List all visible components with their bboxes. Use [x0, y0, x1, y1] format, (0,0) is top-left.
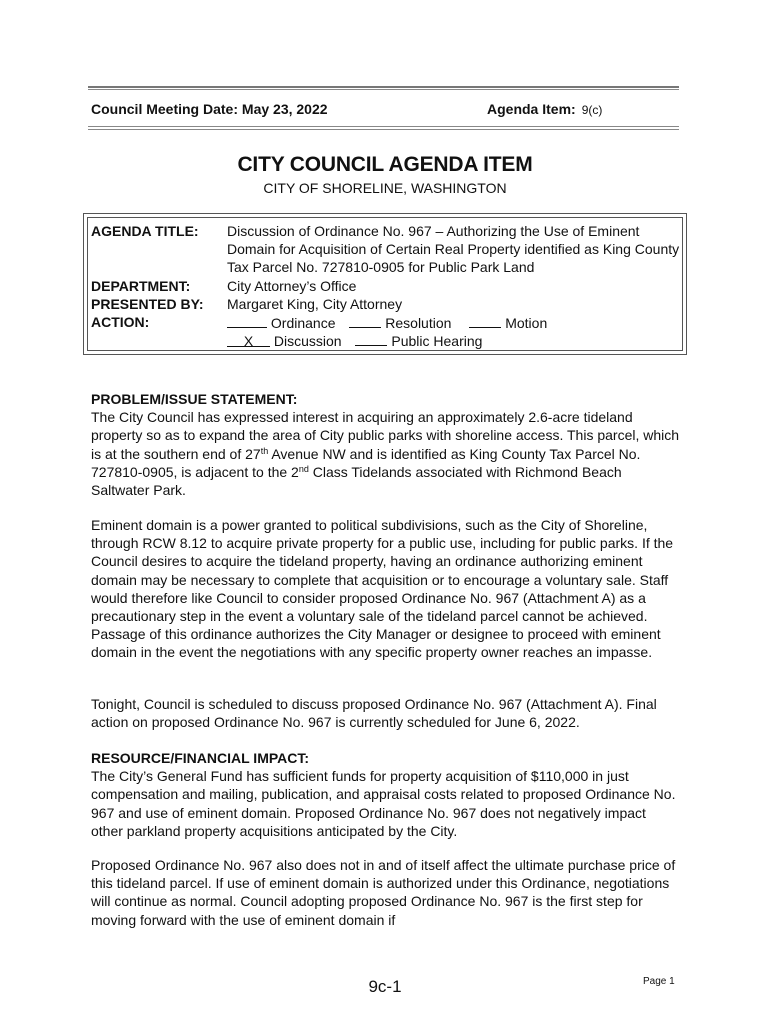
- resolution-blank: [349, 313, 381, 328]
- ordinal-suffix: nd: [298, 463, 309, 474]
- resource-paragraph-2-block: [91, 856, 681, 929]
- problem-paragraph-2: Eminent domain is a power granted to political subdivisions, such as the City of Shoreline, through RCW 8.12 to acquire private property for a public use, including for public parks. If the Council desires to acquire the tideland property, having an ordinance authorizing eminent domain may be necessary to complete that acquisition or to encourage a voluntary sale. Staff would therefore like Council to consider proposed Ordinance No. 967 (Attachment A) as a precautionary step in the event a voluntary sale of the tideland parcel cannot be achieved. Passage of this ordinance authorizes the City Manager or designee to proceed with eminent domain in the event the negotiations with any specific property owner reaches an impasse.: [91, 517, 674, 661]
- action-ordinance: Ordinance: [270, 315, 336, 331]
- ordinal-suffix: th: [260, 445, 269, 456]
- action-public-hearing: Public Hearing: [391, 333, 483, 349]
- action-resolution: Resolution: [385, 315, 452, 331]
- action-label: ACTION:: [91, 314, 150, 330]
- page-number: 9c-1: [368, 977, 402, 996]
- problem-paragraph-3: Tonight, Council is scheduled to discuss proposed Ordinance No. 967 (Attachment A). Final action on proposed Ordinance No. 967 is currently scheduled for June 6, 2022.: [91, 696, 657, 731]
- problem-heading: PROBLEM/ISSUE STATEMENT:: [91, 391, 298, 407]
- agenda-title-label: AGENDA TITLE:: [91, 223, 199, 239]
- rule-line: [88, 126, 679, 127]
- department-label: DEPARTMENT:: [91, 278, 191, 294]
- action-discussion: Discussion: [273, 333, 342, 349]
- motion-blank: [469, 313, 501, 328]
- presented-by-label: PRESENTED BY:: [91, 296, 204, 312]
- action-motion: Motion: [505, 315, 548, 331]
- rule-line: [88, 129, 679, 130]
- resource-section: [91, 749, 681, 840]
- rule-line: [88, 86, 679, 88]
- agenda-item-value: 9(c): [581, 103, 603, 117]
- meeting-date-value: May 23, 2022: [241, 101, 328, 117]
- action-options-row-1: [227, 313, 682, 332]
- agenda-item: [487, 101, 602, 117]
- department-value: City Attorney’s Office: [227, 278, 357, 294]
- public-hearing-blank: [355, 331, 387, 346]
- resource-heading: RESOURCE/FINANCIAL IMPACT:: [91, 750, 310, 766]
- discussion-selected-mark: X: [227, 332, 270, 347]
- problem-p1-text-a: The City Council has expressed interest in acquiring an approximately 2.6-acre tideland property so as to expand the area of City public parks with shoreline access. This parcel, which is at the southern end of 27: [91, 409, 680, 462]
- problem-paragraph-2-block: [91, 516, 681, 662]
- problem-p1-text-c: Class Tidelands associated with Richmond Beach Saltwater Park.: [91, 463, 622, 499]
- resource-paragraph-2: Proposed Ordinance No. 967 also does not in and of itself affect the ultimate purchase price of this tideland parcel. If use of eminent domain is authorized under this Ordinance, negotiations will continue as normal. Council adopting proposed Ordinance No. 967 is the first step for moving forward with the use of eminent domain if: [91, 857, 676, 928]
- meeting-date-label: Council Meeting Date:: [91, 101, 239, 117]
- top-rule: [88, 86, 679, 90]
- agenda-title-value: Discussion of Ordinance No. 967 – Authorizing the Use of Eminent Domain for Acquisition of Certain Real Property identified as King County Tax Parcel No. 727810-0905 for Public Park Land: [227, 223, 680, 276]
- resource-paragraph-1: The City’s General Fund has sufficient funds for property acquisition of $110,000 in just compensation and mailing, publication, and appraisal costs related to proposed Ordinance No. 967 and use of eminent domain. Proposed Ordinance No. 967 does not negatively impact other parkland property acquisitions anticipated by the City.: [91, 768, 676, 839]
- agenda-item-label: Agenda Item:: [487, 101, 576, 117]
- header-rule: [88, 126, 679, 130]
- problem-p1-text-b: Avenue NW and is identified as King County Tax Parcel No. 727810-0905, is adjacent to the 2: [91, 445, 641, 480]
- page-label: Page 1: [643, 976, 675, 987]
- document-subtitle: CITY OF SHORELINE, WASHINGTON: [263, 180, 507, 196]
- problem-section: [91, 390, 681, 499]
- ordinance-blank: [227, 313, 267, 328]
- problem-paragraph-1: [91, 408, 681, 499]
- action-options-row-2: [227, 331, 682, 350]
- presented-by-value: Margaret King, City Attorney: [227, 296, 403, 312]
- document-title: CITY COUNCIL AGENDA ITEM: [237, 153, 533, 176]
- meeting-date: [91, 101, 328, 117]
- problem-paragraph-3-block: [91, 695, 681, 731]
- rule-line: [88, 89, 679, 90]
